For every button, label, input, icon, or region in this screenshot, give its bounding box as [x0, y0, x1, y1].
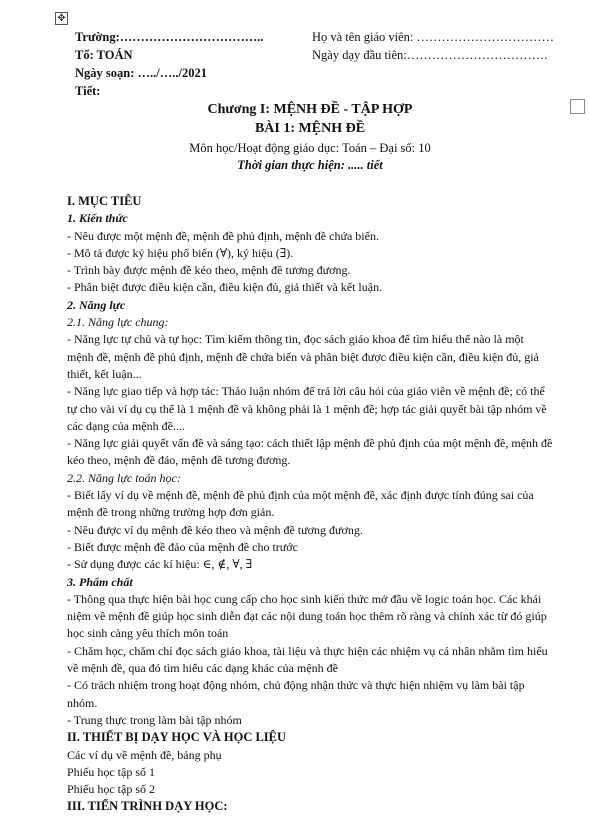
table-move-handle-icon[interactable]: ✥	[55, 12, 68, 25]
qualities-item: - Chăm học, chăm chỉ đọc sách giáo khoa, tài liệu và thực hiện các nhiệm vụ cá nhân nhằm tìm hiểu về mệnh đề, qua đó tìm hiểu các dạng khác của mệnh đề	[67, 643, 548, 676]
math-competence-item: - Biết được mệnh đề đảo của mệnh đề cho trước	[67, 539, 298, 554]
knowledge-heading: 1. Kiến thức	[67, 211, 128, 226]
math-competence-item: - Nêu được ví dụ mệnh đề kéo theo và mệnh đề tương đương.	[67, 522, 363, 537]
equipment-item: Phiếu học tập số 2	[67, 782, 155, 797]
school-line: Trường:……………………………..	[75, 30, 264, 44]
general-competence-item: - Năng lực tự chủ và tự học: Tìm kiếm thông tin, đọc sách giáo khoa để tìm hiểu thế nào là một mệnh đề, mệnh đề phủ định, mệnh đề chứa biến và phân biệt được điều kiện cần, điều kiện đủ, giả thiết, kết luận...	[67, 332, 539, 381]
section-3-heading: III. TIẾN TRÌNH DẠY HỌC:	[67, 799, 228, 814]
subject-line: Môn học/Hoạt động giáo dục: Toán – Đại số: 10	[189, 141, 431, 155]
equipment-item: Các ví dụ về mệnh đề, bảng phụ	[67, 747, 222, 762]
department-line: Tổ: TOÁN	[75, 48, 133, 62]
chapter-title: Chương I: MỆNH ĐỀ - TẬP HỢP	[207, 102, 413, 117]
section-1-heading: I. MỤC TIÊU	[67, 194, 142, 208]
math-competence-item: - Biết lấy ví dụ về mệnh đề, mệnh đề phủ định của một mệnh đề, xác định được tính đúng sai của mệnh đề trong những trường hợp đơn giản.	[67, 488, 534, 520]
prep-date-line: Ngày soạn: …../…../2021	[75, 66, 207, 80]
qualities-item: - Thông qua thực hiện bài học cung cấp cho học sinh kiến thức mở đầu về logic toán học. Các khái niệm về mệnh đề giúp học sinh diễn đạt các nội dung toán học thêm rõ ràng và chính xác từ đó giúp học sinh càng yêu thích môn toán	[67, 591, 547, 641]
qualities-item: - Trung thực trong làm bài tập nhóm	[67, 712, 242, 727]
lesson-title: BÀI 1: MỆNH ĐỀ	[254, 121, 366, 136]
knowledge-item: - Nêu được một mệnh đề, mệnh đề phủ định, mệnh đề chứa biến.	[67, 228, 379, 243]
first-day-line: Ngày dạy đầu tiên:…………………………….	[312, 48, 548, 62]
general-competence-heading: 2.1. Năng lực chung:	[67, 315, 169, 330]
equipment-item: Phiếu học tập số 1	[67, 764, 155, 779]
qualities-heading: 3. Phẩm chất	[67, 574, 133, 589]
knowledge-item: - Trình bày được mệnh đề kéo theo, mệnh đề tương đương.	[67, 263, 351, 278]
knowledge-item: - Mô tả được ký hiệu phổ biến (∀), ký hiệu (∃).	[67, 245, 294, 260]
competence-heading: 2. Năng lực	[67, 297, 126, 312]
qualities-item: - Có trách nhiệm trong hoạt động nhóm, chủ động nhận thức và thực hiện nhiệm vụ làm bài tập nhóm.	[67, 678, 525, 710]
general-competence-item: - Năng lực giao tiếp và hợp tác: Thảo luận nhóm để trả lời câu hỏi của giáo viên về mệnh đề; có thể tự cho vài ví dụ cụ thể là 1 mệnh đề và không phải là 1 mệnh đề; hợp tác giải quyết bài tập nhóm về các dạng của mệnh đề....	[67, 384, 547, 433]
math-competence-item: - Sử dụng được các kí hiệu: ∈, ∉, ∀, ∃	[67, 557, 253, 572]
general-competence-item: - Năng lực giải quyết vấn đề và sáng tạo: cách thiết lập mệnh đề phủ định của một mệnh đề, mệnh đề kéo theo, mệnh đề đảo, mệnh đề tương đương.	[67, 436, 553, 468]
document-body	[67, 193, 553, 816]
duration-line: Thời gian thực hiện: ..... tiết	[237, 158, 383, 172]
teacher-line: Họ và tên giáo viên: ……………………………	[312, 30, 554, 44]
knowledge-item: - Phân biệt được điều kiện cần, điều kiện đủ, giả thiết và kết luận.	[67, 280, 383, 295]
math-competence-heading: 2.2. Năng lực toán học:	[67, 470, 181, 485]
period-line: Tiết:	[75, 84, 101, 98]
section-2-heading: II. THIẾT BỊ DẠY HỌC VÀ HỌC LIỆU	[67, 730, 287, 745]
